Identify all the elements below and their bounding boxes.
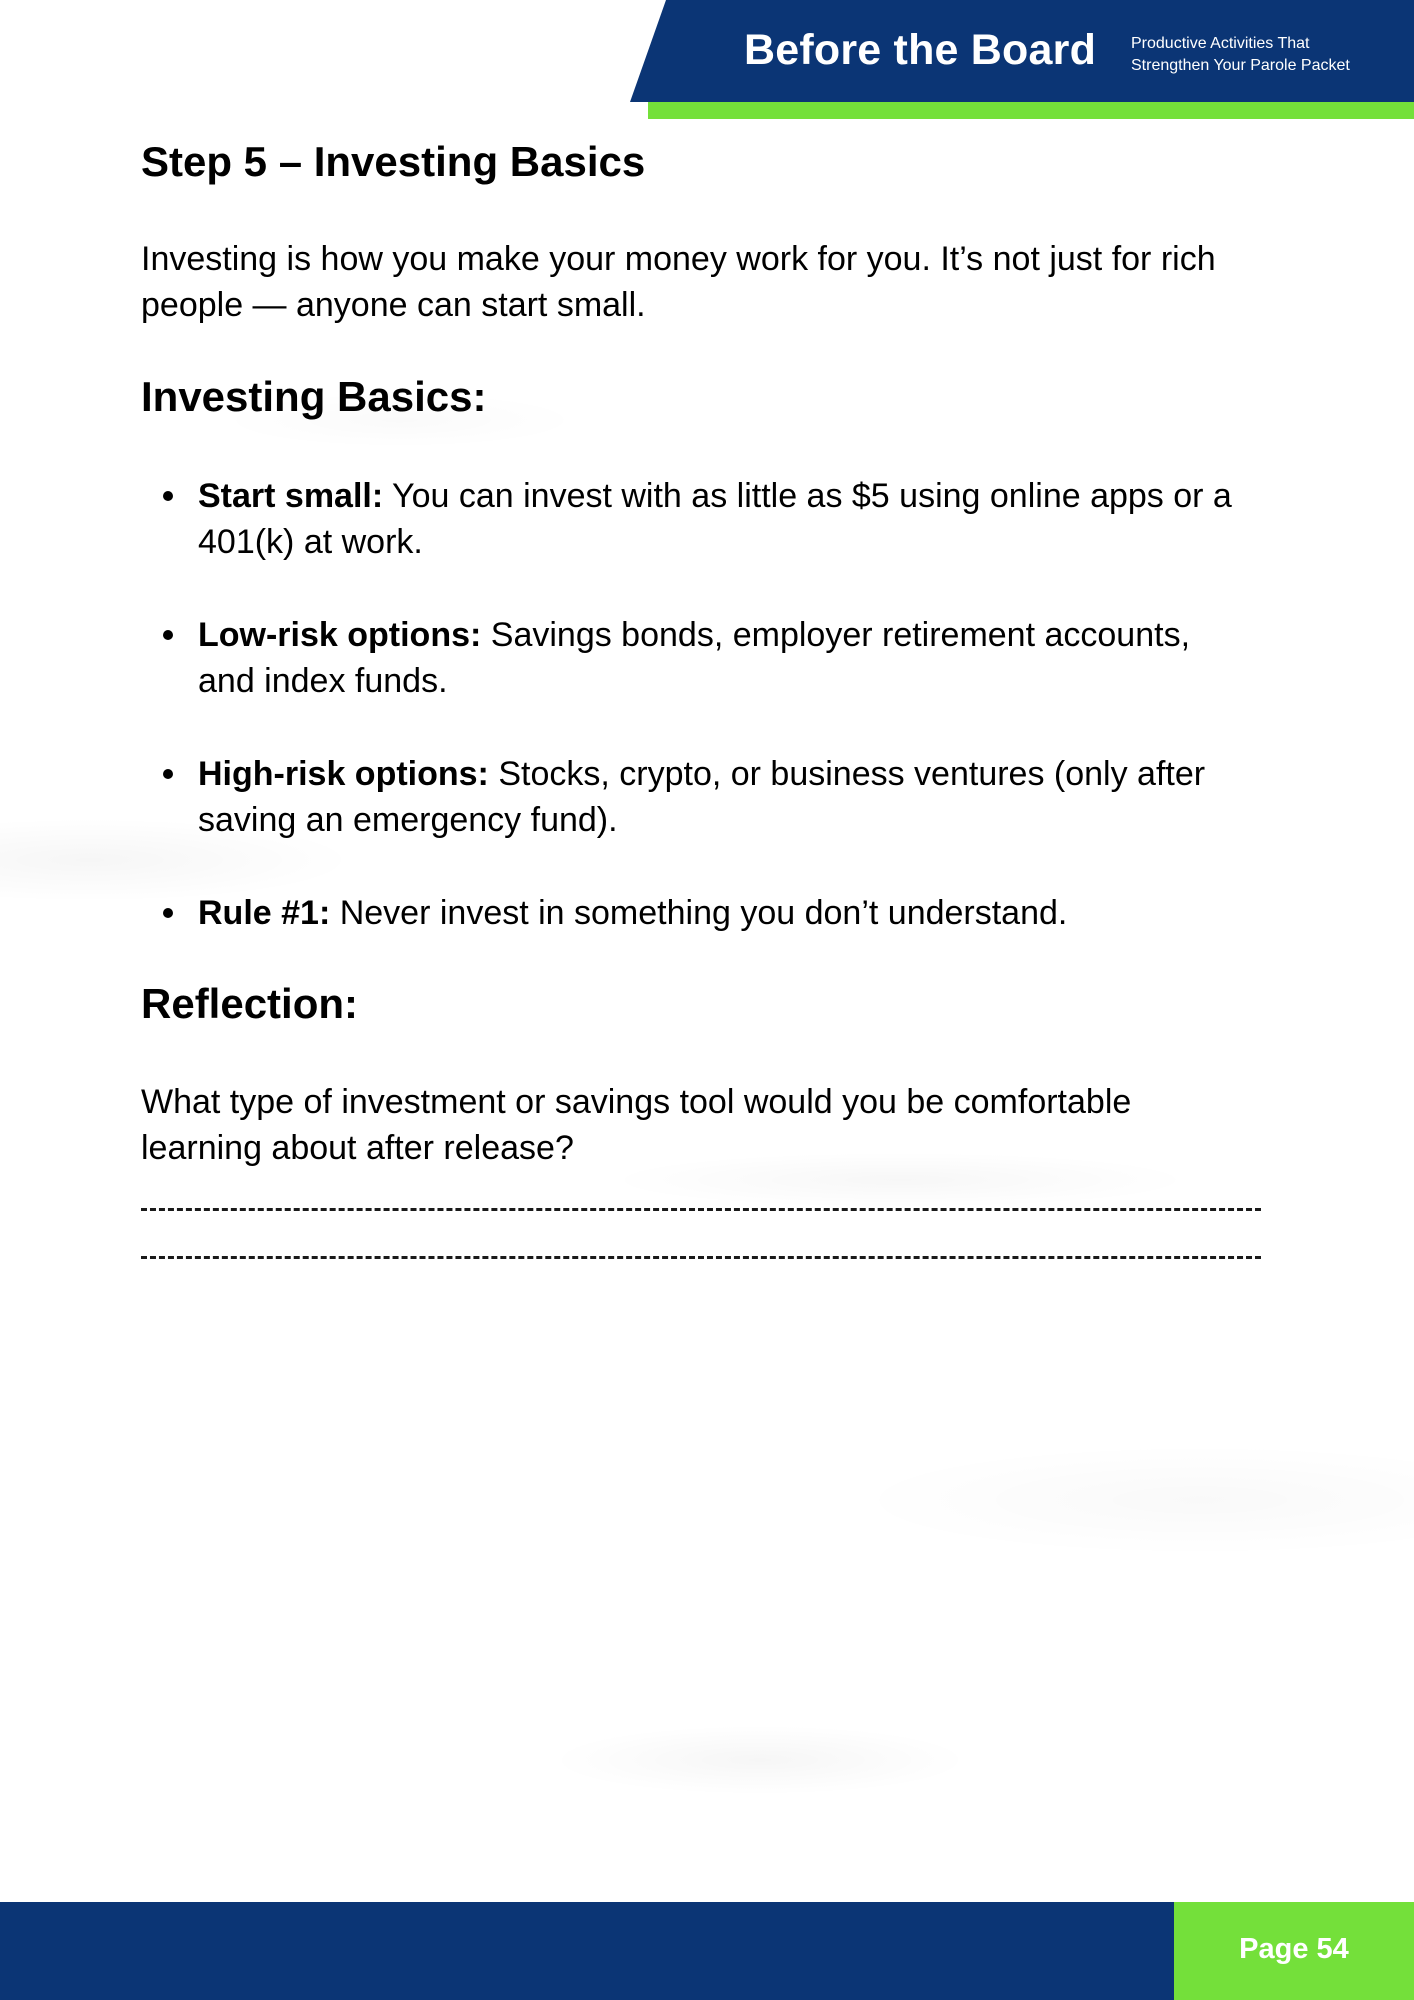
answer-line[interactable] [141,1208,1261,1211]
page-number: Page 54 [1239,1933,1349,1965]
list-item-text [198,890,1248,936]
bullet-icon [163,491,173,501]
basics-heading: Investing Basics: [141,373,487,420]
list-item-label: Start small: [198,477,384,515]
intro-paragraph: Investing is how you make your money work for you. It’s not just for rich people — anyone can start small. [141,240,1216,324]
list-item-body: You can invest with as little as $5 using online apps or a 401(k) at work. [198,477,1232,561]
list-item-text [198,612,1248,704]
reflection-question: What type of investment or savings tool would you be comfortable learning about after release? [141,1083,1132,1167]
list-item-text [198,751,1248,843]
list-item-text [198,473,1248,565]
list-item-body: Never invest in something you don’t understand. [330,894,1068,932]
list-item-label: Low-risk options: [198,616,482,654]
footer-bar [0,1902,1174,2000]
step-title: Step 5 – Investing Basics [141,138,646,185]
list-item-label: Rule #1: [198,894,331,932]
header-title: Before the Board [744,26,1097,74]
bullet-icon [163,769,173,779]
bullet-icon [163,908,173,918]
bullet-icon [163,630,173,640]
list-item-body: Savings bonds, employer retirement accounts, and index funds. [198,616,1191,700]
header-subtitle-line1: Productive Activities That [1131,35,1310,52]
list-item-body: Stocks, crypto, or business ventures (only after saving an emergency fund). [198,755,1206,839]
reflection-heading: Reflection: [141,980,359,1027]
header-subtitle-line2: Strengthen Your Parole Packet [1131,57,1350,74]
list-item-label: High-risk options: [198,755,489,793]
page-number-box [1174,1902,1414,2000]
header-subtitle [1131,33,1350,77]
answer-line[interactable] [141,1256,1261,1259]
